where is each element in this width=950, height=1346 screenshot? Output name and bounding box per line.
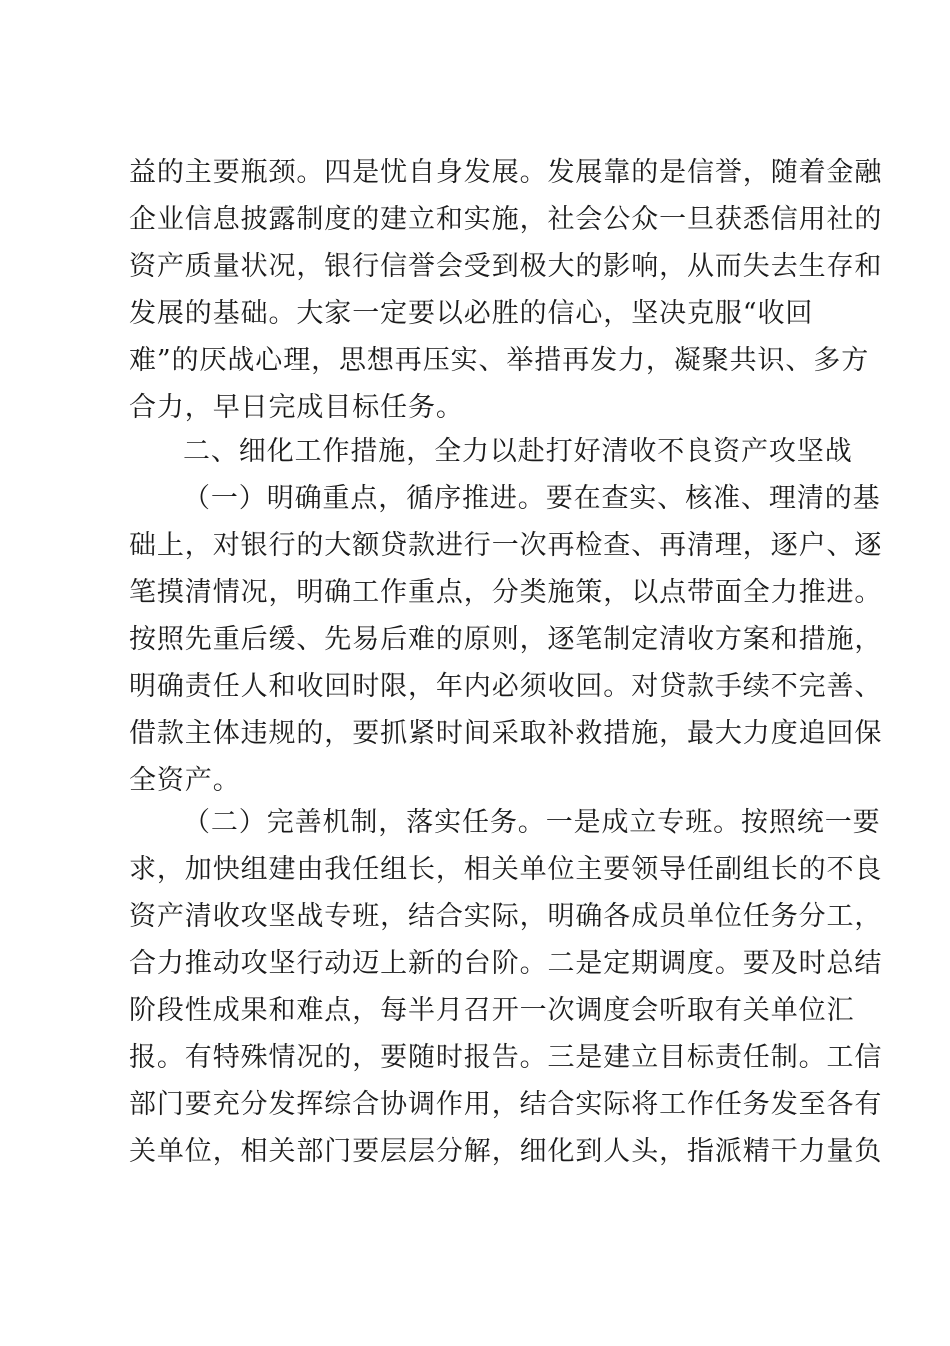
text-line: 础上，对银行的大额贷款进行一次再检查、再清理，逐户、逐 — [129, 530, 883, 561]
text-line: 合力推动攻坚行动迈上新的台阶。二是定期调度。要及时总结 — [129, 948, 883, 979]
text-line: （二）完善机制，落实任务。一是成立专班。按照统一要 — [183, 807, 881, 838]
text-line: 益的主要瓶颈。四是忧自身发展。发展靠的是信誉，随着金融 — [129, 157, 883, 188]
text-line: 报。有特殊情况的，要随时报告。三是建立目标责任制。工信 — [129, 1042, 883, 1073]
text-line: 明确责任人和收回时限，年内必须收回。对贷款手续不完善、 — [129, 671, 883, 702]
text-line: 阶段性成果和难点，每半月召开一次调度会听取有关单位汇 — [129, 995, 855, 1026]
text-line: 全资产。 — [129, 765, 241, 796]
text-line: 企业信息披露制度的建立和实施，社会公众一旦获悉信用社的 — [129, 204, 883, 235]
text-line: 部门要充分发挥综合协调作用，结合实际将工作任务发至各有 — [129, 1089, 883, 1120]
text-line: 笔摸清情况，明确工作重点，分类施策，以点带面全力推进。 — [129, 577, 883, 608]
text-line: 难”的厌战心理，思想再压实、举措再发力，凝聚共识、多方 — [129, 345, 870, 376]
section-heading: 二、细化工作措施，全力以赴打好清收不良资产攻坚战 — [183, 436, 853, 467]
text-line: 资产清收攻坚战专班，结合实际，明确各成员单位任务分工， — [129, 901, 883, 932]
text-line: 借款主体违规的，要抓紧时间采取补救措施，最大力度追回保 — [129, 718, 883, 749]
text-line: 求，加快组建由我任组长，相关单位主要领导任副组长的不良 — [129, 854, 883, 885]
text-line: （一）明确重点，循序推进。要在查实、核准、理清的基 — [183, 483, 881, 514]
text-line: 合力，早日完成目标任务。 — [129, 392, 464, 423]
text-line: 资产质量状况，银行信誉会受到极大的影响，从而失去生存和 — [129, 251, 883, 282]
text-line: 按照先重后缓、先易后难的原则，逐笔制定清收方案和措施， — [129, 624, 883, 655]
text-line: 关单位，相关部门要层层分解，细化到人头，指派精干力量负 — [129, 1136, 883, 1167]
text-line: 发展的基础。大家一定要以必胜的信心，坚决克服“收回 — [129, 298, 814, 329]
